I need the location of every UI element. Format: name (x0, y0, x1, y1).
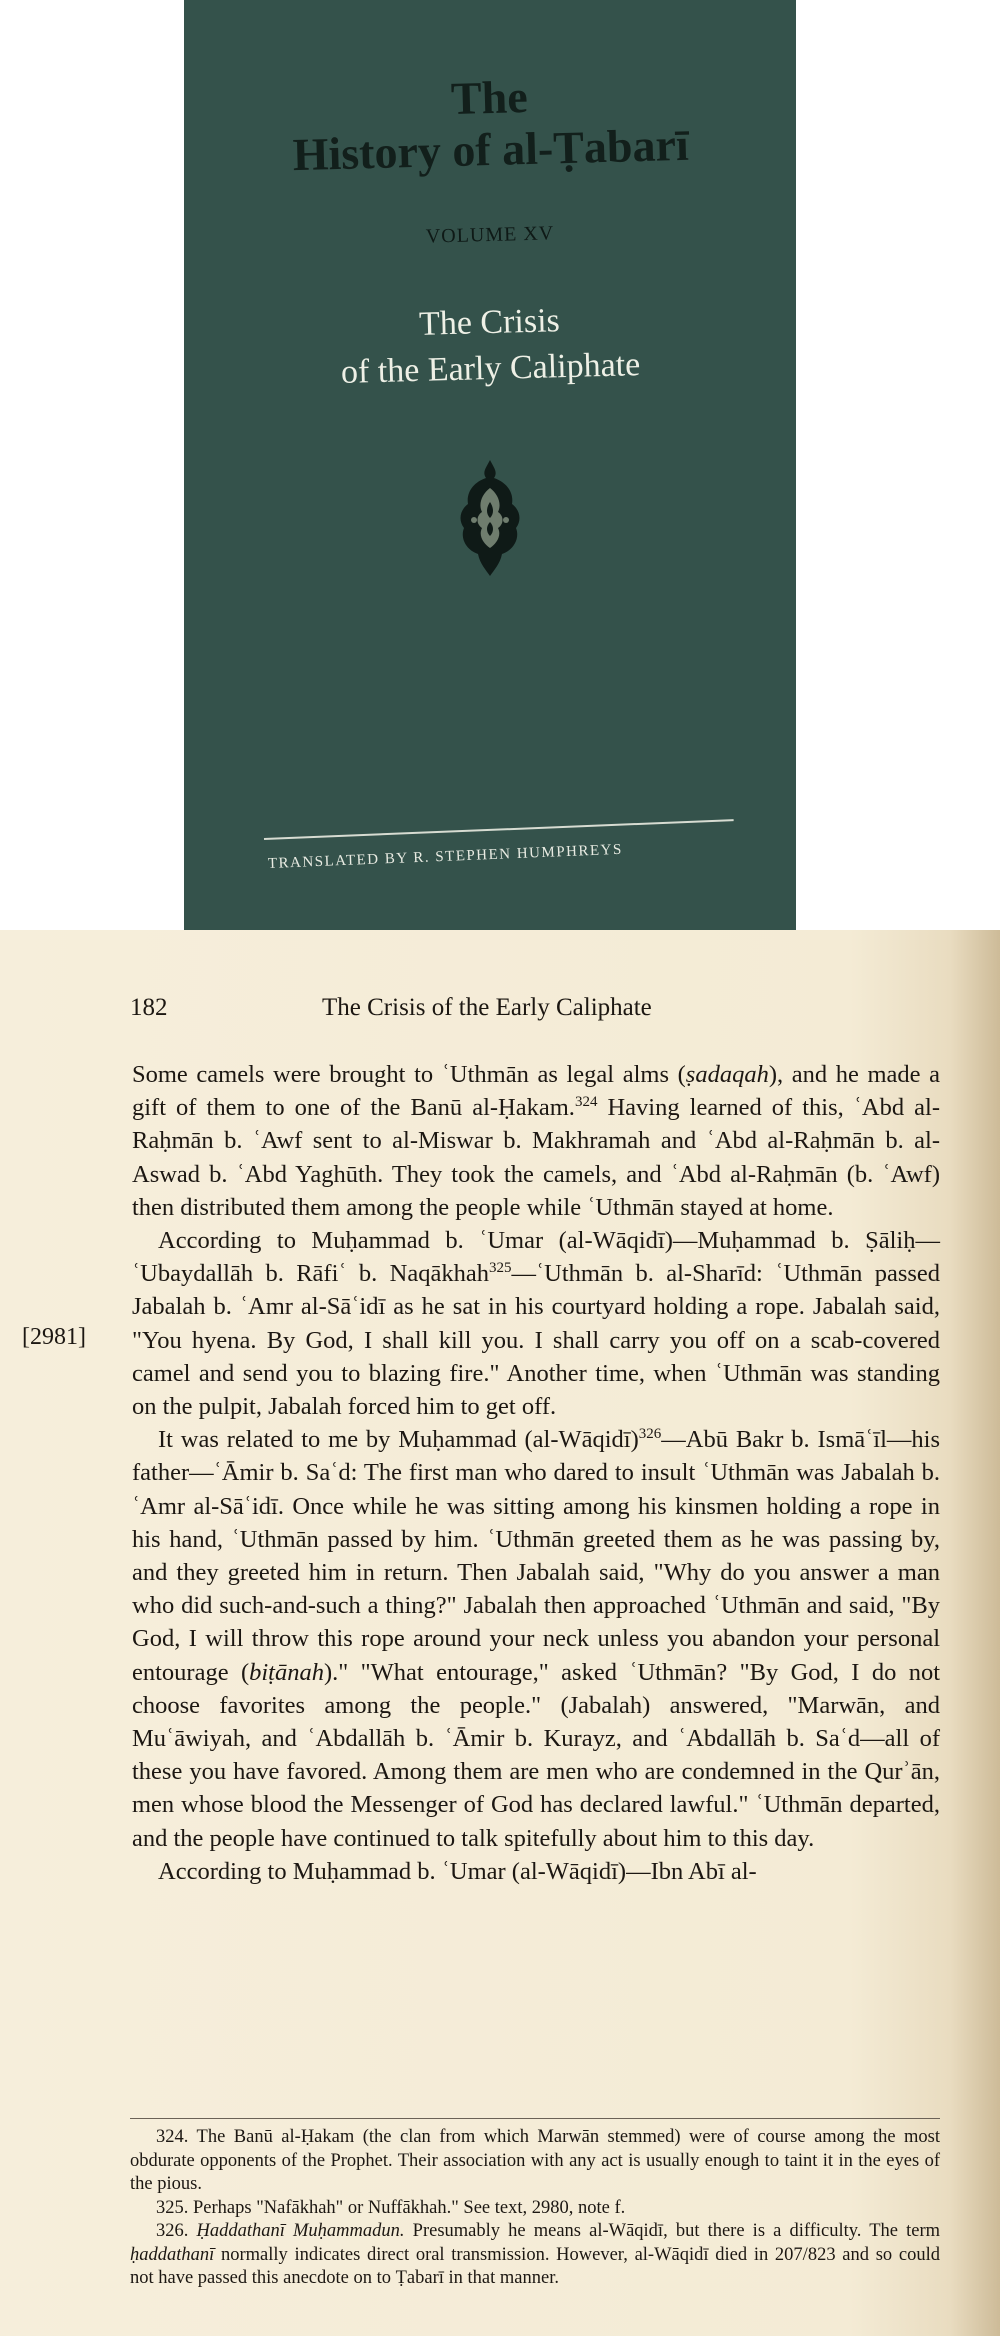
cover-subtitle-line-1: The Crisis (418, 302, 561, 343)
cover-title-line-2: History of al-Ṭabarī (292, 118, 690, 181)
page-header (130, 994, 940, 1028)
arabesque-ornament-icon (456, 458, 524, 578)
book-cover (184, 0, 796, 930)
footnote-divider (130, 2118, 940, 2119)
book-page (0, 930, 1000, 2336)
cover-translator: TRANSLATED BY R. STEPHEN HUMPHREYS (267, 841, 624, 872)
page-number: 182 (130, 994, 168, 1021)
paragraph: It was related to me by Muḥammad (al-Wāqidī)$^{326}$—Abū Bakr b. Ismāʿīl—his father—ʿĀmir b. Saʿd: The first man who dared to insult ʿUthmān was Jabalah b. ʿAmr al-Sāʿidī. Once while he was sitting among his kinsmen holding a rope in his hand, ʿUthmān passed by him. ʿUthmān greeted them as he was passing by, and they greeted him in return. Then Jabalah said, "Why do you answer a man who did such-and-such a thing?" Jabalah then approached ʿUthmān and said, "By God, I will throw this rope around your neck unless you abandon your personal entourage (biṭānah)." "What entourage," asked ʿUthmān? "By God, I do not choose favorites among the people." (Jabalah) answered, "Marwān, and Muʿāwiyah, and ʿAbdallāh b. ʿĀmir b. Kurayz, and ʿAbdallāh b. Saʿd—all of these you have favored. Among them are men who are condemned in the Qurʾān, men whose blood the Messenger of God has declared lawful." ʿUthmān departed, and the people have continued to talk spitefully about him to this day. (132, 1426, 940, 1852)
cover-title (184, 64, 796, 184)
footnote-324: 324. The Banū al-Ḥakam (the clan from which Marwān stemmed) were of course among the most obdurate opponents of the Prophet. Their association with any act is usually enough to taint it in the eyes of the pious. (130, 2127, 940, 2194)
cover-subtitle (184, 292, 796, 400)
footnotes (130, 2126, 940, 2291)
footnote-ref: 325 (489, 1260, 512, 1277)
footnote-325: 325. Perhaps "Nafākhah" or Nuffākhah." See text, 2980, note f. (156, 2197, 626, 2218)
paragraph: Some camels were brought to ʿUthmān as legal alms (ṣadaqah), and he made a gift of them to one of the Banū al-Ḥakam.$^{324}$ Having learned of this, ʿAbd al-Raḥmān b. ʿAwf sent to al-Miswar b. Makhramah and ʿAbd al-Raḥmān b. al-Aswad b. ʿAbd Yaghūth. They took the camels, and ʿAbd al-Raḥmān (b. ʿAwf) then distributed them among the people while ʿUthmān stayed at home. (132, 1061, 941, 1221)
cover-divider (264, 819, 734, 840)
running-head: The Crisis of the Early Caliphate (322, 994, 652, 1021)
marginal-page-reference: [2981] (22, 1324, 86, 1350)
footnote-ref: 324 (574, 1094, 598, 1111)
cover-subtitle-line-2: of the Early Caliphate (340, 346, 641, 391)
cover-title-line-1: The (450, 71, 529, 125)
cover-volume: VOLUME XV (425, 222, 555, 248)
paragraph: According to Muḥammad b. ʿUmar (al-Wāqidī)—Ibn Abī al- (158, 1857, 757, 1885)
paragraph: According to Muḥammad b. ʿUmar (al-Wāqidī)—Muḥammad b. Ṣāliḥ—ʿUbaydallāh b. Rāfiʿ b. Naqākhah$^{325}$—ʿUthmān b. al-Sharīd: ʿUthmān passed Jabalah b. ʿAmr al-Sāʿidī as he sat in his courtyard holding a rope. Jabalah said, "You hyena. By God, I shall kill you. I shall carry you off on a scab-covered camel and send you to blazing fire." Another time, when ʿUthmān was standing on the pulpit, Jabalah forced him to get off. (132, 1227, 941, 1421)
footnote-ref: 326 (638, 1426, 662, 1443)
page-body (132, 1058, 940, 1888)
footnote-326: 326. Ḥaddathanī Muḥammadun. Presumably he means al-Wāqidī, but there is a difficulty. The term ḥaddathanī normally indicates direct oral transmission. However, al-Wāqidī died in 207/823 and so could not have passed this anecdote on to Ṭabarī in that manner. (130, 2221, 940, 2288)
